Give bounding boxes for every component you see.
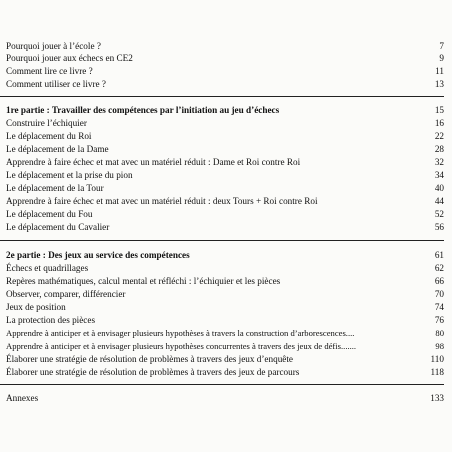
toc-entry xyxy=(6,366,444,378)
toc-entry-title: Le déplacement et la prise du pion xyxy=(6,170,133,180)
toc-entry-page: 11 xyxy=(435,66,444,76)
toc-entry-page: 52 xyxy=(434,209,444,219)
toc-entry-page: 56 xyxy=(434,222,444,232)
toc-entry-page: 76 xyxy=(434,315,444,325)
toc-entry xyxy=(6,353,444,365)
toc-entry-title: Pourquoi jouer à l’école ? xyxy=(6,41,101,51)
part-heading xyxy=(6,104,444,116)
toc-entry-page: 44 xyxy=(434,196,444,206)
toc-entry-title: Construire l’échiquier xyxy=(6,118,87,128)
section-divider xyxy=(0,96,444,97)
toc-entry-title: Repères mathématiques, calcul mental et réfléchi : l’échiquier et les pièces xyxy=(6,276,281,286)
toc-entry-title: Élaborer une stratégie de résolution de problèmes à travers des jeux de parcours xyxy=(6,367,300,377)
toc-entry-page: 40 xyxy=(434,183,444,193)
toc-entry-title: Élaborer une stratégie de résolution de problèmes à travers des jeux d’enquête xyxy=(6,354,293,364)
toc-entry-title: Observer, comparer, différencier xyxy=(6,289,126,299)
toc-entry-page: 74 xyxy=(434,302,444,312)
part-heading xyxy=(6,249,444,261)
toc-entry-page: 34 xyxy=(434,170,444,180)
toc-entry-title: Annexes xyxy=(6,393,39,403)
toc-entry-title: Apprendre à anticiper et à envisager plusieurs hypothèses concurrentes à travers des jeux de défis....... xyxy=(6,341,357,351)
toc-entry-title: Le déplacement de la Dame xyxy=(6,144,109,154)
toc-entry xyxy=(6,221,444,233)
toc-entry xyxy=(6,130,444,142)
part-heading-title: 2e partie : Des jeux au service des compétences xyxy=(6,250,190,260)
toc-entry-title: Apprendre à faire échec et mat avec un matériel réduit : Dame et Roi contre Roi xyxy=(6,157,301,167)
toc-entry-page: 80 xyxy=(435,328,444,338)
toc-entry xyxy=(6,169,444,181)
toc-entry xyxy=(6,182,444,194)
toc-entry-page: 22 xyxy=(434,131,444,141)
toc-entry-title: Jeux de position xyxy=(6,302,66,312)
toc-entry-title: Comment utiliser ce livre ? xyxy=(6,79,107,89)
toc-entry-page: 98 xyxy=(435,341,444,351)
toc-entry xyxy=(6,65,444,77)
toc-entry-page: 7 xyxy=(439,41,444,51)
toc-entry xyxy=(6,327,444,339)
toc-entry-page: 66 xyxy=(434,276,444,286)
toc-entry-title: Le déplacement de la Tour xyxy=(6,183,104,193)
toc-entry-page: 32 xyxy=(434,157,444,167)
toc-entry-title: Apprendre à faire échec et mat avec un matériel réduit : deux Tours + Roi contre Roi xyxy=(6,196,318,206)
toc-entry-page: 133 xyxy=(430,393,444,403)
toc-entry xyxy=(6,340,444,352)
toc-entry-page: 9 xyxy=(439,53,444,63)
toc-entry-title: Le déplacement du Fou xyxy=(6,209,93,219)
toc-entry-page: 62 xyxy=(434,263,444,273)
toc-entry xyxy=(6,262,444,274)
toc-entry-page: 110 xyxy=(430,354,444,364)
toc-entry-title: La protection des pièces xyxy=(6,315,96,325)
toc-entry-title: Le déplacement du Roi xyxy=(6,131,92,141)
toc-entry xyxy=(6,156,444,168)
toc-entry xyxy=(6,52,444,64)
part-heading-title: 1re partie : Travailler des compétences par l’initiation au jeu d’échecs xyxy=(6,105,280,115)
toc-entry-page: 70 xyxy=(434,289,444,299)
toc-entry xyxy=(6,117,444,129)
toc-entry xyxy=(6,314,444,326)
section-divider xyxy=(0,240,444,241)
toc-entry xyxy=(6,288,444,300)
toc-entry xyxy=(6,40,444,52)
toc-entry xyxy=(6,301,444,313)
toc-entry-title: Apprendre à anticiper et à envisager plusieurs hypothèses à travers la construction d’arborescences.... xyxy=(6,328,355,338)
toc-entry-page: 16 xyxy=(434,118,444,128)
toc-entry-title: Comment lire ce livre ? xyxy=(6,66,93,76)
part-heading-page: 61 xyxy=(434,250,444,260)
toc-entry-page: 28 xyxy=(434,144,444,154)
toc-entry xyxy=(6,78,444,90)
section-divider xyxy=(0,384,444,385)
toc-entry-title: Pourquoi jouer aux échecs en CE2 xyxy=(6,53,133,63)
toc-entry xyxy=(6,143,444,155)
toc-entry-title: Échecs et quadrillages xyxy=(6,263,89,273)
toc-entry-title: Le déplacement du Cavalier xyxy=(6,222,110,232)
toc-entry-page: 13 xyxy=(434,79,444,89)
part-heading-page: 15 xyxy=(434,105,444,115)
toc-entry xyxy=(6,208,444,220)
toc-entry xyxy=(6,275,444,287)
toc-entry-page: 118 xyxy=(430,367,444,377)
toc-entry xyxy=(6,195,444,207)
toc-entry xyxy=(6,392,444,404)
